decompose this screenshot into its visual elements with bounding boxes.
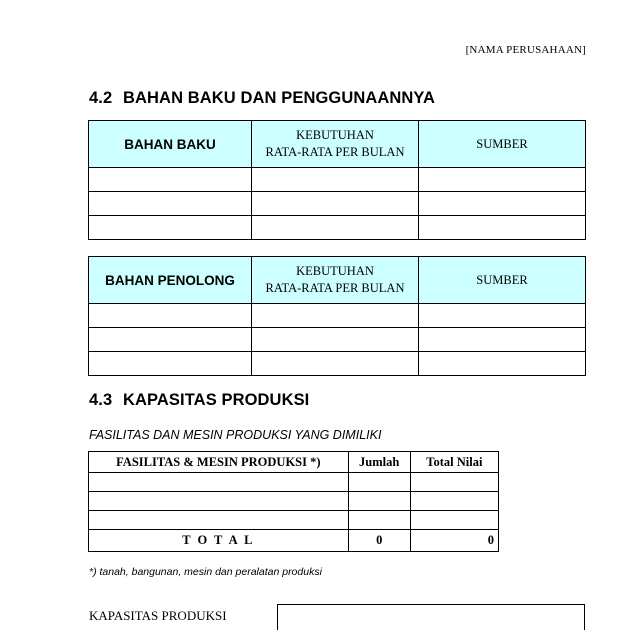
- table-row[interactable]: [89, 473, 499, 492]
- cell-sumber[interactable]: [419, 168, 586, 192]
- table-total-row: [89, 530, 499, 552]
- cell-bahan-baku[interactable]: [89, 216, 252, 240]
- cell-sumber[interactable]: [419, 352, 586, 376]
- cell-bahan-baku[interactable]: [89, 168, 252, 192]
- header-sumber: SUMBER: [419, 121, 586, 168]
- cell-sumber[interactable]: [419, 192, 586, 216]
- cell-jumlah[interactable]: [348, 492, 410, 511]
- kapasitas-produksi-input[interactable]: [277, 604, 585, 630]
- cell-jumlah[interactable]: [348, 473, 410, 492]
- table-row[interactable]: [89, 352, 586, 376]
- cell-kebutuhan[interactable]: [252, 352, 419, 376]
- header-kebutuhan-line2: RATA-RATA PER BULAN: [265, 145, 405, 159]
- cell-fasilitas[interactable]: [89, 473, 349, 492]
- cell-fasilitas[interactable]: [89, 492, 349, 511]
- cell-bahan-penolong[interactable]: [89, 352, 252, 376]
- fasilitas-footnote: *) tanah, bangunan, mesin dan peralatan produksi: [89, 566, 322, 578]
- company-name-placeholder: [NAMA PERUSAHAAN]: [465, 44, 586, 56]
- table-row[interactable]: [89, 511, 499, 530]
- cell-total-nilai[interactable]: [410, 492, 498, 511]
- table-row[interactable]: [89, 328, 586, 352]
- header-kebutuhan-line1: KEBUTUHAN: [296, 264, 374, 279]
- header-sumber: SUMBER: [419, 257, 586, 304]
- header-kebutuhan: [252, 257, 419, 304]
- table-row[interactable]: [89, 304, 586, 328]
- header-bahan-penolong: BAHAN PENOLONG: [89, 257, 252, 304]
- cell-fasilitas[interactable]: [89, 511, 349, 530]
- table-bahan-baku: [88, 120, 586, 240]
- header-total-nilai: Total Nilai: [410, 452, 498, 473]
- cell-kebutuhan[interactable]: [252, 192, 419, 216]
- section-number: 4.3: [89, 391, 113, 409]
- total-jumlah: 0: [348, 530, 410, 552]
- cell-sumber[interactable]: [419, 216, 586, 240]
- table-row[interactable]: [89, 192, 586, 216]
- total-nilai: 0: [410, 530, 498, 552]
- section-heading-kapasitas-produksi: [89, 391, 309, 410]
- header-bahan-baku: BAHAN BAKU: [89, 121, 252, 168]
- cell-sumber[interactable]: [419, 328, 586, 352]
- kapasitas-produksi-label: KAPASITAS PRODUKSI: [89, 608, 227, 623]
- table-fasilitas-mesin: [88, 451, 499, 552]
- section-number: 4.2: [89, 89, 113, 107]
- section-heading-bahan-baku: [89, 89, 435, 108]
- cell-bahan-baku[interactable]: [89, 192, 252, 216]
- header-kebutuhan-line2: RATA-RATA PER BULAN: [265, 281, 405, 295]
- table-row[interactable]: [89, 216, 586, 240]
- header-jumlah: Jumlah: [348, 452, 410, 473]
- table-bahan-penolong: [88, 256, 586, 376]
- header-kebutuhan-line1: KEBUTUHAN: [296, 128, 374, 143]
- header-fasilitas: FASILITAS & MESIN PRODUKSI *): [89, 452, 349, 473]
- cell-total-nilai[interactable]: [410, 511, 498, 530]
- cell-bahan-penolong[interactable]: [89, 304, 252, 328]
- cell-jumlah[interactable]: [348, 511, 410, 530]
- total-label: T O T A L: [89, 530, 349, 552]
- cell-kebutuhan[interactable]: [252, 328, 419, 352]
- cell-total-nilai[interactable]: [410, 473, 498, 492]
- table-header-row: [89, 452, 499, 473]
- cell-sumber[interactable]: [419, 304, 586, 328]
- table-header-row: [89, 257, 586, 304]
- section-title: KAPASITAS PRODUKSI: [123, 391, 310, 409]
- cell-kebutuhan[interactable]: [252, 304, 419, 328]
- table-row[interactable]: [89, 168, 586, 192]
- table-header-row: [89, 121, 586, 168]
- fasilitas-caption: FASILITAS DAN MESIN PRODUKSI YANG DIMILIKI: [89, 428, 382, 442]
- table-row[interactable]: [89, 492, 499, 511]
- cell-kebutuhan[interactable]: [252, 168, 419, 192]
- cell-bahan-penolong[interactable]: [89, 328, 252, 352]
- cell-kebutuhan[interactable]: [252, 216, 419, 240]
- section-title: BAHAN BAKU DAN PENGGUNAANNYA: [123, 89, 436, 107]
- header-kebutuhan: [252, 121, 419, 168]
